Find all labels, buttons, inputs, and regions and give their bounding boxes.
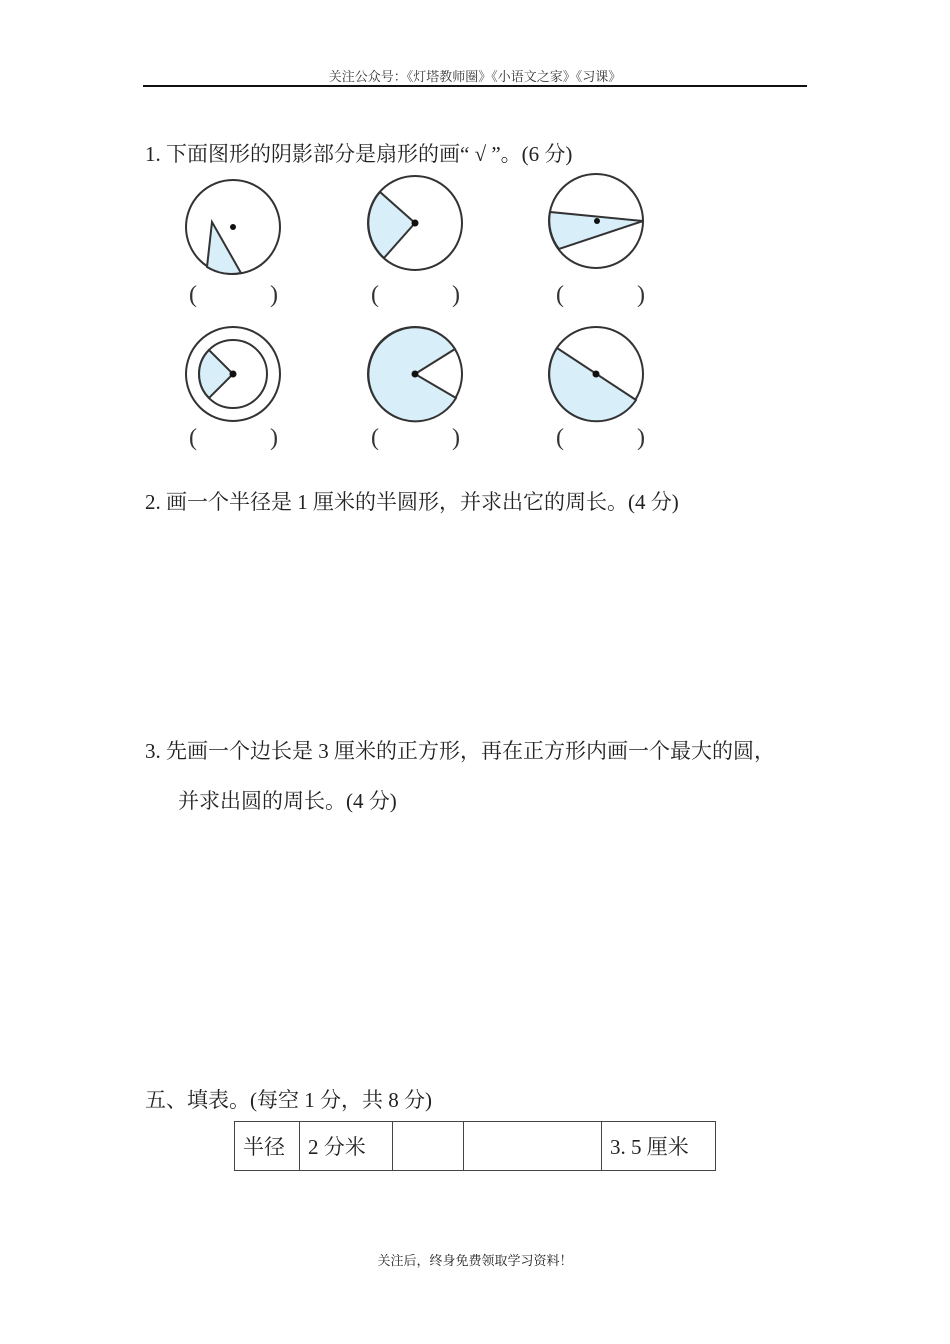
answer-open-2: ( bbox=[371, 282, 379, 308]
answer-open-1: ( bbox=[189, 282, 197, 308]
answer-open-5: ( bbox=[371, 425, 379, 451]
figure-3 bbox=[549, 174, 643, 268]
table-cell-blank[interactable] bbox=[393, 1122, 464, 1171]
question-3-line-1: 3. 先画一个边长是 3 厘米的正方形，再在正方形内画一个最大的圆， bbox=[145, 739, 775, 763]
footer-text: 关注后，终身免费领取学习资料！ bbox=[377, 1253, 573, 1268]
question-2: 2. 画一个半径是 1 厘米的半圆形，并求出它的周长。(4 分) bbox=[145, 490, 679, 514]
figure-1 bbox=[186, 180, 280, 274]
answer-close-3: ) bbox=[637, 282, 645, 308]
answer-close-6: ) bbox=[637, 425, 645, 451]
answer-open-3: ( bbox=[556, 282, 564, 308]
answer-close-5: ) bbox=[452, 425, 460, 451]
fill-in-table bbox=[234, 1121, 716, 1171]
table-row bbox=[235, 1122, 716, 1171]
sector-figures bbox=[0, 0, 950, 470]
figure-6 bbox=[549, 327, 643, 421]
answer-open-6: ( bbox=[556, 425, 564, 451]
section-5-title: 五、填表。(每空 1 分，共 8 分) bbox=[145, 1088, 432, 1112]
figure-5 bbox=[368, 327, 462, 421]
question-1: 1. 下面图形的阴影部分是扇形的画“ √ ”。(6 分) bbox=[145, 142, 573, 166]
answer-close-2: ) bbox=[452, 282, 460, 308]
answer-open-4: ( bbox=[189, 425, 197, 451]
figure-4 bbox=[186, 327, 280, 421]
answer-close-4: ) bbox=[270, 425, 278, 451]
answer-close-1: ) bbox=[270, 282, 278, 308]
table-cell-blank[interactable] bbox=[464, 1122, 602, 1171]
header-text: 关注公众号：《灯塔教师圈》《小语文之家》《习课》 bbox=[328, 69, 622, 84]
table-cell-radius-label: 半径 bbox=[235, 1122, 300, 1171]
table-cell: 3. 5 厘米 bbox=[602, 1122, 716, 1171]
table-cell: 2 分米 bbox=[300, 1122, 393, 1171]
figure-2 bbox=[368, 176, 462, 270]
question-3-line-2: 并求出圆的周长。(4 分) bbox=[178, 789, 397, 813]
